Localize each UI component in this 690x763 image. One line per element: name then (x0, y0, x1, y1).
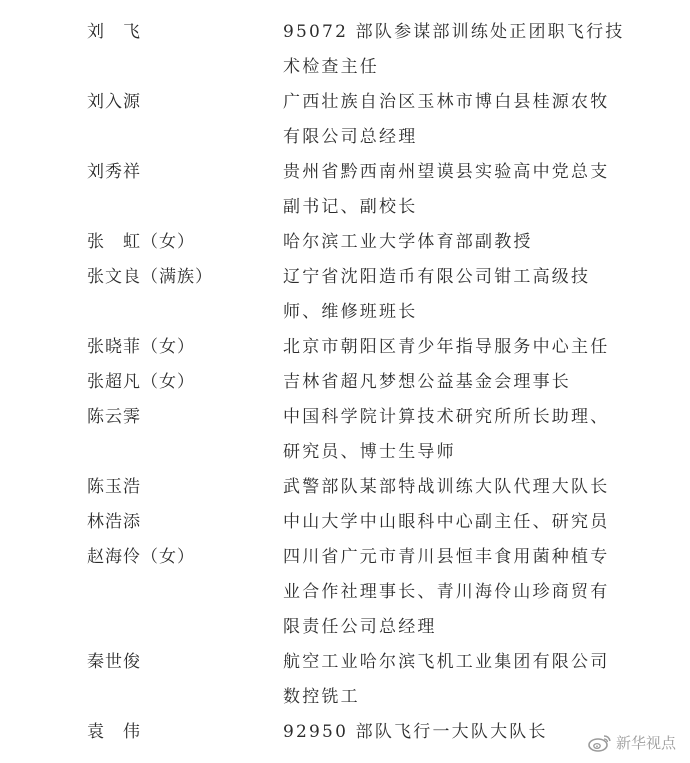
position-line: 数控铣工 (283, 687, 360, 707)
person-position (283, 330, 613, 365)
person-position (283, 365, 613, 400)
position-line: 有限公司总经理 (283, 127, 418, 147)
position-line: 业合作社理事长、青川海伶山珍商贸有 (283, 582, 610, 602)
watermark-text: 新华视点 (615, 734, 676, 752)
person-name: 张超凡（女） (87, 372, 195, 392)
weibo-icon (588, 734, 612, 752)
person-name: 张晓菲（女） (87, 337, 195, 357)
person-name: 刘 飞 (87, 22, 141, 42)
position-line: 北京市朝阳区青少年指导服务中心主任 (283, 337, 610, 357)
position-line: 95072 部队参谋部训练处正团职飞行技 (283, 22, 625, 42)
position-line: 92950 部队飞行一大队大队长 (283, 722, 548, 742)
person-name: 袁 伟 (87, 722, 141, 742)
position-line: 师、维修班班长 (283, 302, 418, 322)
person-name: 刘秀祥 (87, 162, 141, 182)
person-position (283, 715, 613, 750)
person-name: 张文良（满族） (87, 267, 213, 287)
person-position (283, 15, 625, 85)
position-line: 中山大学中山眼科中心副主任、研究员 (283, 512, 610, 532)
position-line: 四川省广元市青川县恒丰食用菌种植专 (283, 547, 610, 567)
person-position (283, 400, 613, 470)
position-line: 术检查主任 (283, 57, 379, 77)
position-line: 副书记、副校长 (283, 197, 418, 217)
person-position (283, 225, 613, 260)
person-position (283, 155, 613, 225)
position-line: 哈尔滨工业大学体育部副教授 (283, 232, 533, 252)
person-position (283, 540, 613, 645)
person-position (283, 260, 613, 330)
position-line: 中国科学院计算技术研究所所长助理、 (283, 407, 610, 427)
position-line: 广西壮族自治区玉林市博白县桂源农牧 (283, 92, 610, 112)
person-name: 张 虹（女） (87, 232, 195, 252)
position-line: 贵州省黔西南州望谟县实验高中党总支 (283, 162, 610, 182)
position-line: 限责任公司总经理 (283, 617, 437, 637)
position-line: 武警部队某部特战训练大队代理大队长 (283, 477, 610, 497)
person-name: 秦世俊 (87, 652, 141, 672)
person-position (283, 85, 613, 155)
position-line: 辽宁省沈阳造币有限公司钳工高级技 (283, 267, 591, 287)
person-name: 刘入源 (87, 92, 141, 112)
person-name: 陈云霁 (87, 407, 141, 427)
person-name: 陈玉浩 (87, 477, 141, 497)
person-position (283, 645, 613, 715)
position-line: 研究员、博士生导师 (283, 442, 456, 462)
person-name: 赵海伶（女） (87, 547, 195, 567)
position-line: 航空工业哈尔滨飞机工业集团有限公司 (283, 652, 610, 672)
position-line: 吉林省超凡梦想公益基金会理事长 (283, 372, 571, 392)
watermark (588, 732, 676, 753)
person-position (283, 505, 613, 540)
person-name: 林浩添 (87, 512, 141, 532)
person-position (283, 470, 613, 505)
